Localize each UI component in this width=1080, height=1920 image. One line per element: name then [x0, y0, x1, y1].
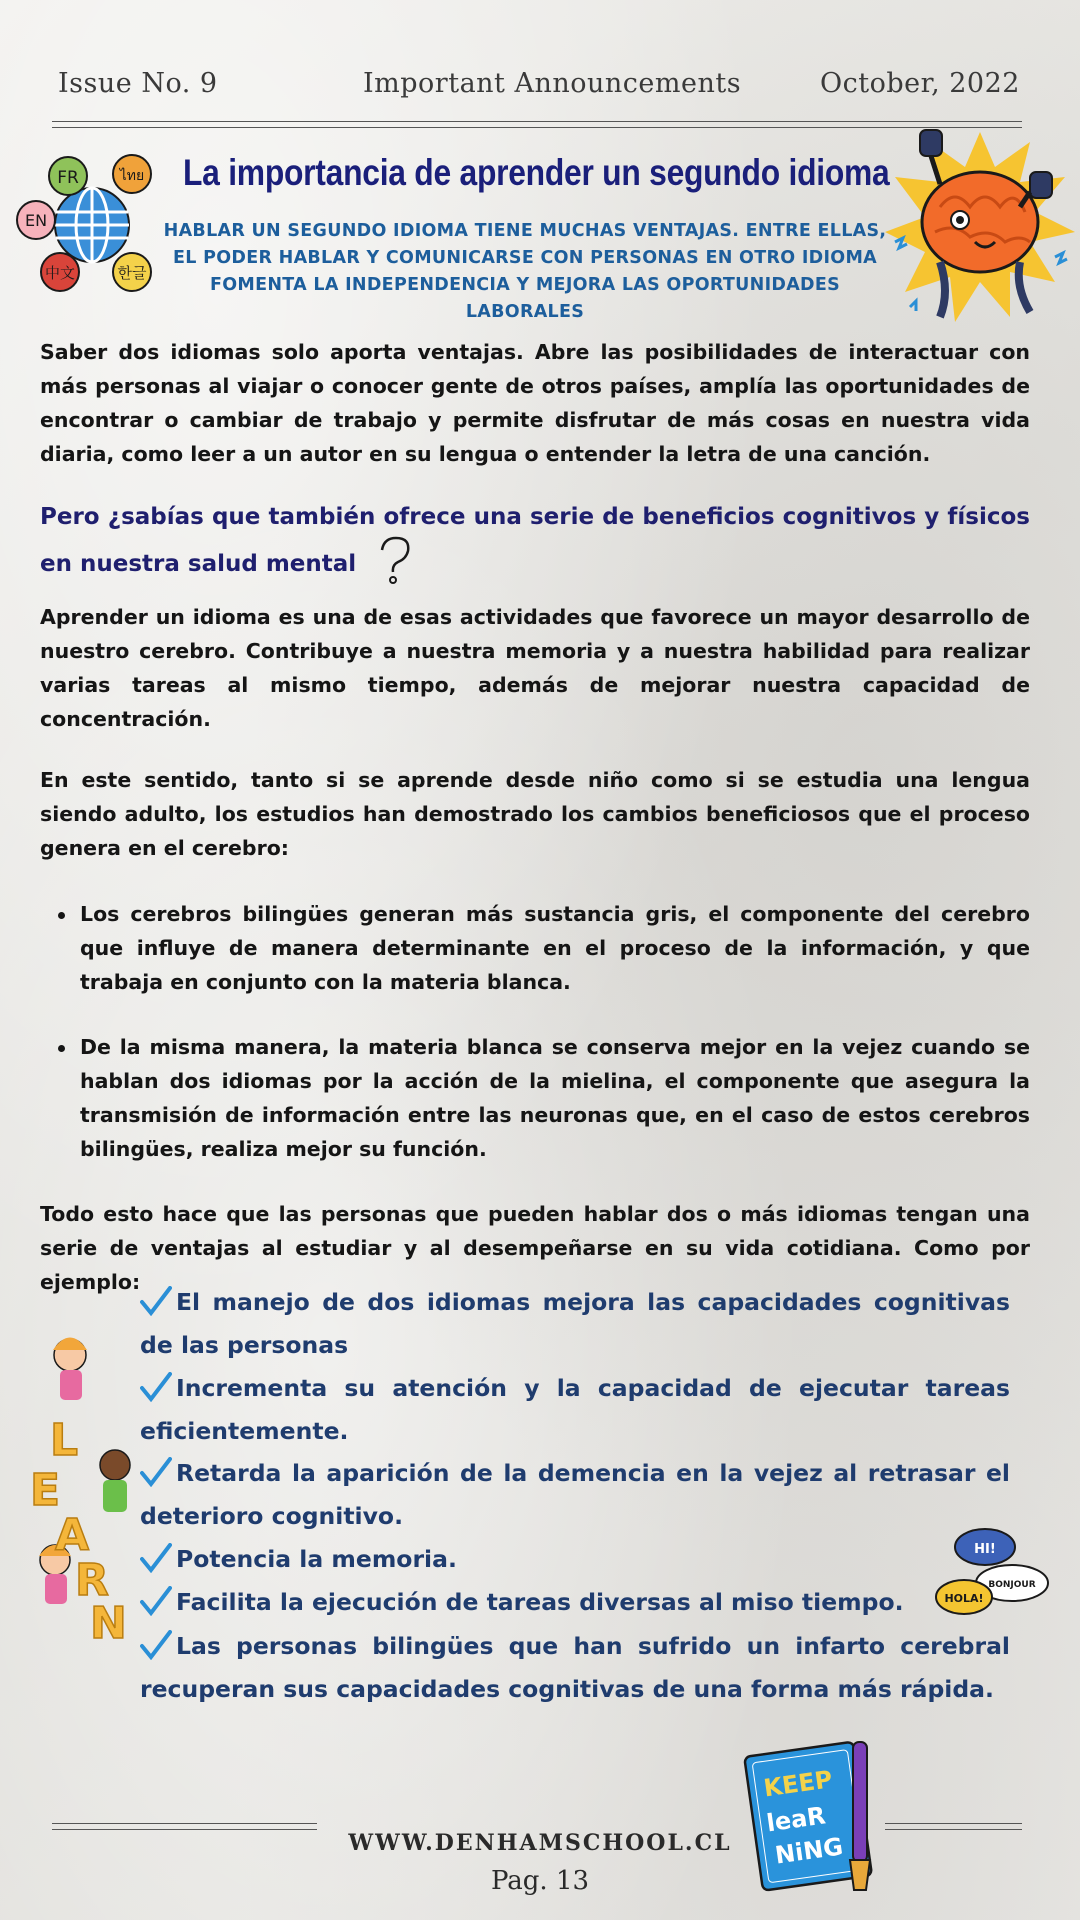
letter-a: A	[55, 1510, 90, 1561]
check-item	[140, 1367, 1010, 1453]
keep-text: KEEP	[761, 1765, 835, 1803]
brain-icon	[922, 172, 1038, 272]
kid-icon	[100, 1450, 130, 1512]
checkmark-icon	[140, 1286, 172, 1316]
spark-icon	[910, 301, 916, 311]
spark-icon	[1055, 253, 1067, 263]
bubble-hi-text: HI!	[974, 1542, 996, 1557]
speech-bubbles-illustration	[930, 1525, 1050, 1635]
learning-text-2: NiNG	[773, 1832, 845, 1870]
header-rule-bottom	[52, 127, 1022, 128]
check-item	[140, 1452, 1010, 1538]
question-mark-icon	[374, 535, 414, 585]
footer-rule-right	[885, 1823, 1022, 1824]
badge-zh-label: 中文	[44, 264, 76, 282]
learn-kids-illustration	[15, 1320, 140, 1640]
speech-bubble-icon	[955, 1529, 1015, 1565]
checkmark-icon	[140, 1457, 172, 1487]
website-link[interactable]: WWW.DENHAMSCHOOL.CL	[348, 1830, 732, 1856]
letter-e: E	[30, 1465, 61, 1516]
learning-text-1: leaR	[764, 1801, 828, 1838]
checkmark-icon	[140, 1543, 172, 1573]
checkmark-icon	[140, 1586, 172, 1616]
check-item-text: Retarda la aparición de la demencia en la vejez al retrasar el deterioro cognitivo.	[140, 1459, 1010, 1530]
page-number: Pag. 13	[490, 1866, 590, 1896]
globe-icon	[55, 188, 129, 262]
check-item-text: Facilita la ejecución de tareas diversas al miso tiempo.	[176, 1588, 904, 1616]
letter-r: R	[75, 1555, 109, 1606]
kid-icon	[53, 1338, 87, 1401]
checkmark-icon	[140, 1372, 172, 1402]
check-item	[140, 1281, 1010, 1367]
check-item-text: El manejo de dos idiomas mejora las capacidades cognitivas de las personas	[140, 1288, 1010, 1359]
subtitle: HABLAR UN SEGUNDO IDIOMA TIENE MUCHAS VENTAJAS. ENTRE ELLAS, EL PODER HABLAR Y COMUNICARSE CON PERSONAS EN OTRO IDIOMA FOMENTA LA INDEPENDENCIA Y MEJORA LAS OPORTUNIDADES LABORALES	[163, 221, 887, 322]
issue-date: October, 2022	[820, 68, 1020, 99]
badge-fr-label: FR	[57, 168, 79, 188]
check-item	[140, 1625, 1010, 1711]
letter-l: L	[50, 1415, 79, 1466]
paragraph-advantages: Todo esto hace que las personas que pueden hablar dos o más idiomas tengan una serie de ventajas al estudiar y al desempeñarse en su vida cotidiana. Como por ejemplo:	[40, 1202, 1030, 1294]
question-text: Pero ¿sabías que también ofrece una serie de beneficios cognitivos y físicos en nuestra salud mental	[40, 504, 1030, 577]
badge-en-label: EN	[24, 211, 48, 230]
brain-illustration	[880, 122, 1080, 332]
check-item	[140, 1581, 1010, 1624]
page-title: La importancia de aprender un segundo idioma	[183, 152, 890, 193]
badge-ko-label: 한글	[117, 264, 147, 282]
issue-number: Issue No. 9	[58, 68, 218, 99]
check-item-text: Las personas bilingües que han sufrido un infarto cerebral recuperan sus capacidades cognitivas de una forma más rápida.	[140, 1632, 1010, 1703]
question-heading	[40, 500, 1030, 585]
footer-rule-left	[52, 1823, 317, 1824]
check-item-text: Incrementa su atención y la capacidad de ejecutar tareas eficientemente.	[140, 1374, 1010, 1445]
language-globe-illustration	[10, 150, 170, 300]
badge-thai-label: ไทย	[119, 168, 145, 184]
paragraph-studies: En este sentido, tanto si se aprende desde niño como si se estudia una lengua siendo adulto, los estudios han demostrado los cambios beneficiosos que el proceso genera en el cerebro:	[40, 768, 1030, 860]
intro-paragraph: Saber dos idiomas solo aporta ventajas. Abre las posibilidades de interactuar con más personas al viajar o conocer gente de otros países, amplía las oportunidades de encontrar o cambiar de trabajo y permite disfrutar de más cosas en nuestra vida diaria, como leer a un autor en su lengua o entender la letra de una canción.	[40, 340, 1030, 466]
bubble-hola-text: HOLA!	[944, 1592, 984, 1605]
bullet-white-matter: De la misma manera, la materia blanca se conserva mejor en la vejez cuando se hablan dos idiomas por la acción de la mielina, el componente que asegura la transmisión de información entre las neuronas que, en el caso de estos cerebros bilingües, realiza mejor su función.	[80, 1030, 1030, 1166]
check-item-text: Potencia la memoria.	[176, 1545, 457, 1573]
speech-bubble-icon	[936, 1580, 992, 1614]
bubble-bonjour-text: BONJOUR	[988, 1580, 1036, 1590]
section-label: Important Announcements	[363, 68, 742, 99]
paragraph-brain-development: Aprender un idioma es una de esas actividades que favorece un mayor desarrollo de nuestro cerebro. Contribuye a nuestra memoria y a nuestra habilidad para realizar varias tareas al mismo tiempo, además de mejorar nuestra capacidad de concentración.	[40, 605, 1030, 731]
checkmark-icon	[140, 1630, 172, 1660]
check-item	[140, 1538, 1010, 1581]
letter-n: N	[90, 1598, 127, 1640]
header-rule-top	[52, 121, 1022, 122]
bullet-gray-matter: Los cerebros bilingües generan más sustancia gris, el componente del cerebro que influye de manera determinante en el proceso de la información, y que trabaja en conjunto con la materia blanca.	[80, 897, 1030, 999]
